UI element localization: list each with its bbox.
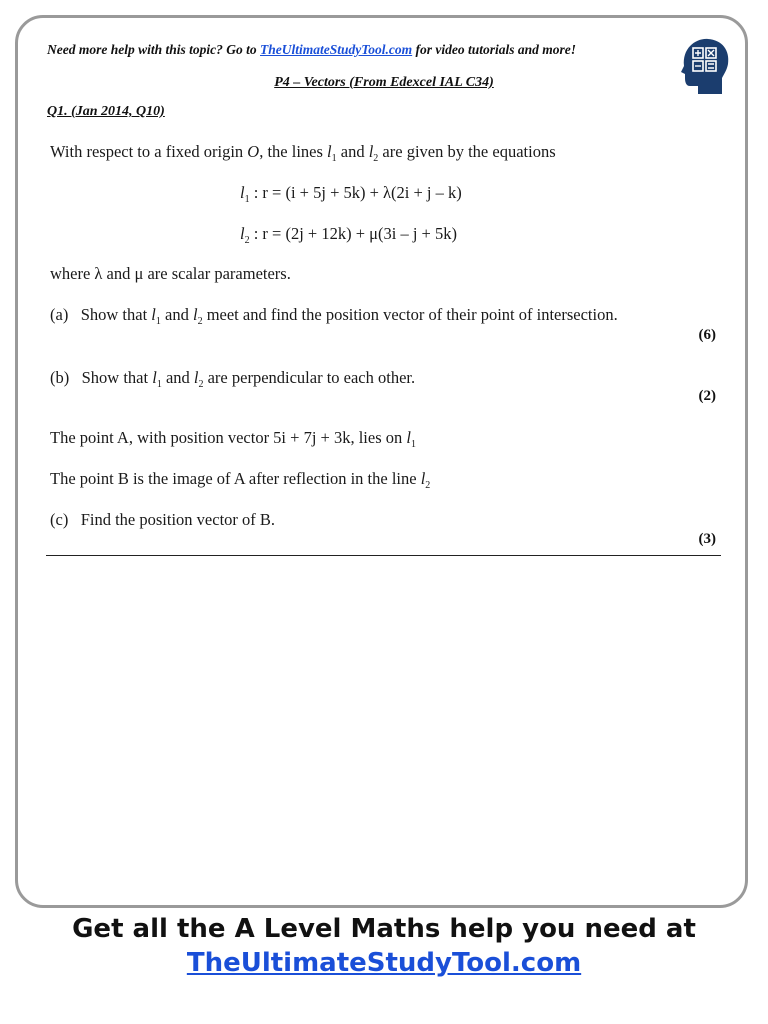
parameters-note: where λ and μ are scalar parameters.	[50, 264, 291, 283]
point-a-text: The point A, with position vector 5i + 7j + 3k, lies on $l_1$	[50, 428, 416, 450]
part-c: (c) Find the position vector of B.	[50, 510, 276, 529]
worksheet-title: P4 – Vectors (From Edexcel IAL C34)	[274, 75, 494, 90]
question-intro: With respect to a fixed origin O, the lines $l_1$ and $l_2$ are given by the equations	[50, 142, 556, 164]
point-b-text: The point B is the image of A after reflection in the line $l_2$	[50, 469, 431, 491]
part-c-marks: (3)	[698, 531, 716, 547]
footer-tagline: Get all the A Level Maths help you need at	[72, 914, 696, 944]
footer-link-wrap	[0, 948, 768, 978]
help-prefix: Need more help with this topic? Go to	[47, 42, 261, 57]
help-suffix: for video tutorials and more!	[412, 42, 577, 57]
question-end-rule	[46, 555, 721, 556]
question-reference: Q1. (Jan 2014, Q10)	[47, 104, 165, 119]
equation-l1: $l_1$ : r = (i + 5j + 5k) + λ(2i + j – k)	[240, 183, 462, 205]
help-link[interactable]: TheUltimateStudyTool.com	[260, 42, 413, 57]
part-a-marks: (6)	[698, 327, 716, 343]
equation-l2: $l_2$ : r = (2j + 12k) + μ(3i – j + 5k)	[240, 224, 457, 246]
help-banner	[47, 42, 576, 58]
part-b-marks: (2)	[698, 388, 716, 404]
part-b: (b) Show that $l_1$ and $l_2$ are perpendicular to each other.	[50, 368, 416, 390]
footer-link[interactable]: TheUltimateStudyTool.com	[186, 948, 582, 978]
part-a: (a) Show that $l_1$ and $l_2$ meet and find the position vector of their point of intersection.	[50, 305, 618, 327]
